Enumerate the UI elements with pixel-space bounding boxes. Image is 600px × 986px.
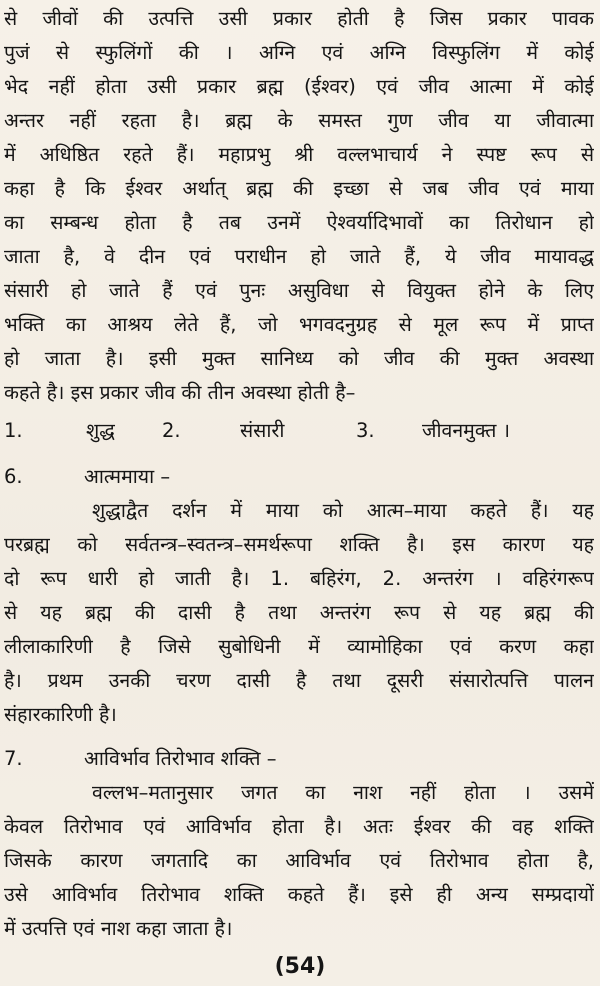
paragraph1-line-7: का सम्बन्ध होता है तब उनमें ऐश्वर्यादिभावों का तिरोधान हो [4, 211, 594, 234]
section7-line-3: जिसके कारण जगतादि का आविर्भाव एवं तिरोभाव होता है, [4, 849, 594, 872]
state-1-label: शुद्ध [86, 419, 115, 442]
section6-number: 6. [4, 465, 23, 488]
paragraph1-line-9: संसारी हो जाते हैं एवं पुनः असुविधा से वियुक्त होने के लिए [4, 279, 594, 302]
section6-line-2: परब्रह्म को सर्वतन्त्र–स्वतन्त्र–समर्थरूपा शक्ति है। इस कारण यह [4, 533, 594, 556]
section6-heading [4, 462, 170, 492]
section7-title: आविर्भाव तिरोभाव शक्ति – [84, 747, 277, 770]
paragraph1-line-3: भेद नहीं होता उसी प्रकार ब्रह्म (ईश्वर) एवं जीव आत्मा में कोई [4, 75, 594, 98]
paragraph1-line-12: कहते है। इस प्रकार जीव की तीन अवस्था होती है– [4, 381, 356, 404]
section6-line-1: शुद्धाद्वैत दर्शन में माया को आत्म–माया कहते हैं। यह [92, 499, 594, 522]
paragraph1-line-2: पुजं से स्फुलिंगों की । अग्नि एवं अग्नि विस्फुलिंग में कोई [4, 41, 594, 64]
section7-heading [4, 744, 276, 774]
section7-line-4: उसे आविर्भाव तिरोभाव शक्ति कहते हैं। इसे ही अन्य सम्प्रदायों [4, 883, 594, 906]
paragraph1-line-6: कहा है कि ईश्वर अर्थात् ब्रह्म की इच्छा से जब जीव एवं माया [4, 177, 594, 200]
state-3-label: जीवनमुक्त । [422, 419, 511, 442]
state-2-number: 2. [162, 419, 181, 442]
paragraph1-line-4: अन्तर नहीं रहता है। ब्रह्म के समस्त गुण जीव या जीवात्मा [4, 109, 594, 132]
paragraph1-line-8: जाता है, वे दीन एवं पराधीन हो जाते हैं, ये जीव मायावद्ध [4, 245, 594, 268]
section6-line-4: से यह ब्रह्म की दासी है तथा अन्तरंग रूप से यह ब्रह्म की [4, 601, 594, 624]
section6-line-5: लीलाकारिणी है जिसे सुबोधिनी में व्यामोहिका एवं करण कहा [4, 635, 594, 658]
page-number: (54) [274, 954, 326, 979]
section6-line-7: संहारकारिणी है। [4, 703, 117, 726]
paragraph1-line-11: हो जाता है। इसी मुक्त सानिध्य को जीव की मुक्त अवस्था [4, 347, 594, 370]
paragraph1-line-5: में अधिष्ठित रहते हैं। महाप्रभु श्री वल्लभाचार्य ने स्पष्ट रूप से [4, 143, 594, 166]
section7-number: 7. [4, 747, 23, 770]
section7-line-5: में उत्पत्ति एवं नाश कहा जाता है। [4, 917, 233, 940]
state-3-number: 3. [356, 419, 375, 442]
state-2-label: संसारी [240, 419, 285, 442]
paragraph1-line-10: भक्ति का आश्रय लेते हैं, जो भगवदनुग्रह से मूल रूप में प्राप्त [4, 313, 594, 336]
section7-line-2: केवल तिरोभाव एवं आविर्भाव होता है। अतः ईश्वर की वह शक्ति [4, 815, 594, 838]
section6-line-6: है। प्रथम उनकी चरण दासी है तथा दूसरी संसारोत्पत्ति पालन [4, 669, 594, 692]
section6-title: आत्ममाया – [84, 465, 171, 488]
state-1-number: 1. [4, 419, 23, 442]
section6-line-3: दो रूप धारी हो जाती है। 1. बहिरंग, 2. अन्तरंग । वहिरंगरूप [4, 567, 594, 590]
section7-line-1: वल्लभ–मतानुसार जगत का नाश नहीं होता । उसमें [92, 781, 594, 804]
paragraph1-line-1: से जीवों की उत्पत्ति उसी प्रकार होती है जिस प्रकार पावक [4, 7, 594, 30]
